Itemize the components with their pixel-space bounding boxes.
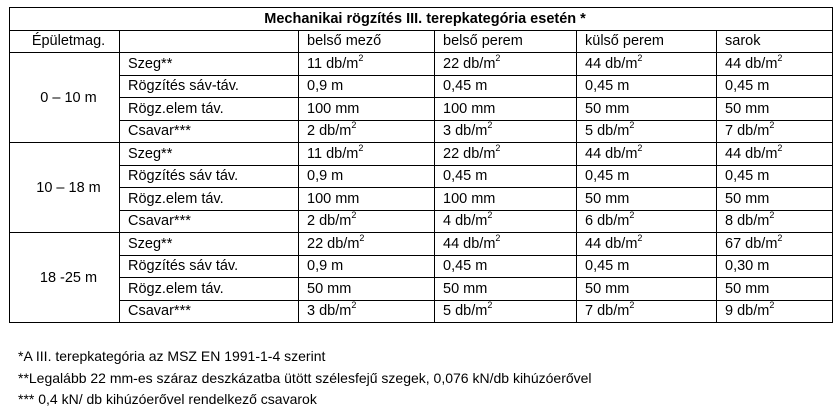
value-cell	[299, 75, 435, 98]
value-cell	[299, 255, 435, 278]
parameter-label: Csavar***	[120, 210, 299, 233]
table-row	[10, 53, 833, 76]
footnotes	[18, 346, 592, 411]
unit-exponent: 2	[495, 52, 501, 63]
value-cell	[717, 98, 833, 121]
value-cell	[717, 210, 833, 233]
value-cell	[435, 300, 577, 323]
unit-exponent: 2	[487, 120, 493, 131]
value-text: 7 db/m	[725, 123, 770, 140]
value-text: 50 mm	[585, 190, 630, 207]
unit-exponent: 2	[777, 52, 783, 63]
value-text: 0,45 m	[725, 168, 770, 185]
value-cell	[577, 143, 717, 166]
value-text: 100 mm	[443, 100, 496, 117]
value-text: 22 db/m	[443, 55, 496, 72]
parameter-label: Rögz.elem táv.	[120, 278, 299, 301]
value-text: 44 db/m	[585, 145, 638, 162]
value-text: 0,45 m	[585, 168, 630, 185]
unit-exponent: 2	[358, 52, 364, 63]
value-cell	[435, 75, 577, 98]
parameter-label: Csavar***	[120, 300, 299, 323]
unit-exponent: 2	[495, 232, 501, 243]
value-cell	[299, 188, 435, 211]
value-text: 100 mm	[307, 100, 360, 117]
table-row	[10, 98, 833, 121]
title-row	[10, 8, 833, 31]
table-row	[10, 165, 833, 188]
height-range-cell: 18 -25 m	[10, 233, 120, 323]
value-text: 5 db/m	[443, 303, 488, 320]
value-cell	[435, 188, 577, 211]
value-text: 67 db/m	[725, 235, 778, 252]
value-text: 0,30 m	[725, 258, 770, 275]
value-cell	[717, 188, 833, 211]
parameter-label: Szeg**	[120, 233, 299, 256]
value-text: 44 db/m	[443, 235, 496, 252]
parameter-label: Rögzítés sáv táv.	[120, 255, 299, 278]
table-row	[10, 210, 833, 233]
unit-exponent: 2	[637, 142, 643, 153]
unit-exponent: 2	[351, 300, 357, 311]
header-inner-edge: belső perem	[435, 30, 577, 53]
value-cell	[435, 165, 577, 188]
value-text: 50 mm	[307, 280, 352, 297]
unit-exponent: 2	[351, 120, 357, 131]
table-row	[10, 233, 833, 256]
table-title: Mechanikai rögzítés III. terepkategória esetén *	[10, 8, 833, 31]
unit-exponent: 2	[637, 52, 643, 63]
value-text: 0,45 m	[725, 78, 770, 95]
unit-exponent: 2	[358, 142, 364, 153]
unit-exponent: 2	[637, 232, 643, 243]
unit-exponent: 2	[495, 142, 501, 153]
value-cell	[435, 143, 577, 166]
parameter-label: Csavar***	[120, 120, 299, 143]
footnote-3: *** 0,4 kN/ db kihúzóerővel rendelkező csavarok	[18, 391, 317, 407]
value-text: 44 db/m	[585, 235, 638, 252]
unit-exponent: 2	[769, 210, 775, 221]
value-text: 50 mm	[585, 100, 630, 117]
value-text: 100 mm	[443, 190, 496, 207]
header-row	[10, 30, 833, 53]
value-cell	[717, 120, 833, 143]
value-text: 0,45 m	[443, 168, 488, 185]
parameter-label: Szeg**	[120, 143, 299, 166]
value-cell	[577, 188, 717, 211]
value-cell	[299, 210, 435, 233]
height-range-cell: 10 – 18 m	[10, 143, 120, 233]
value-text: 0,45 m	[443, 258, 488, 275]
unit-exponent: 2	[351, 210, 357, 221]
value-cell	[577, 210, 717, 233]
value-text: 100 mm	[307, 190, 360, 207]
value-cell	[717, 143, 833, 166]
value-text: 44 db/m	[725, 145, 778, 162]
unit-exponent: 2	[769, 120, 775, 131]
table-row	[10, 75, 833, 98]
value-cell	[717, 53, 833, 76]
value-cell	[577, 165, 717, 188]
value-text: 0,45 m	[585, 258, 630, 275]
header-inner-field: belső mező	[299, 30, 435, 53]
value-cell	[299, 53, 435, 76]
value-text: 50 mm	[725, 100, 770, 117]
header-building-height: Épületmag.	[10, 30, 120, 53]
unit-exponent: 2	[359, 232, 365, 243]
value-cell	[717, 300, 833, 323]
value-cell	[717, 255, 833, 278]
value-text: 0,9 m	[307, 78, 344, 95]
value-text: 11 db/m	[307, 55, 359, 72]
value-cell	[299, 165, 435, 188]
value-cell	[299, 98, 435, 121]
header-outer-edge: külső perem	[577, 30, 717, 53]
table-row	[10, 255, 833, 278]
value-cell	[435, 233, 577, 256]
header-corner: sarok	[717, 30, 833, 53]
unit-exponent: 2	[777, 232, 783, 243]
value-text: 50 mm	[725, 190, 770, 207]
value-cell	[435, 98, 577, 121]
value-text: 6 db/m	[585, 213, 630, 230]
value-text: 22 db/m	[443, 145, 496, 162]
table-row	[10, 278, 833, 301]
table-row	[10, 143, 833, 166]
value-text: 9 db/m	[725, 303, 770, 320]
value-text: 50 mm	[443, 280, 488, 297]
value-text: 11 db/m	[307, 145, 359, 162]
unit-exponent: 2	[629, 120, 635, 131]
value-text: 0,45 m	[443, 78, 488, 95]
unit-exponent: 2	[777, 142, 783, 153]
parameter-label: Szeg**	[120, 53, 299, 76]
value-text: 50 mm	[585, 280, 630, 297]
value-cell	[435, 53, 577, 76]
value-cell	[299, 300, 435, 323]
value-text: 2 db/m	[307, 213, 352, 230]
unit-exponent: 2	[629, 300, 635, 311]
value-cell	[577, 120, 717, 143]
unit-exponent: 2	[487, 300, 493, 311]
value-text: 0,9 m	[307, 258, 344, 275]
value-cell	[299, 278, 435, 301]
value-cell	[717, 278, 833, 301]
unit-exponent: 2	[629, 210, 635, 221]
footnote-1: *A III. terepkategória az MSZ EN 1991-1-4 szerint	[18, 348, 326, 364]
value-cell	[435, 120, 577, 143]
value-text: 0,9 m	[307, 168, 344, 185]
value-text: 3 db/m	[443, 123, 488, 140]
parameter-label: Rögzítés sáv-táv.	[120, 75, 299, 98]
footnote-2: **Legalább 22 mm-es száraz deszkázatba ütött szélesfejű szegek, 0,076 kN/db kihúzóerővel	[18, 369, 592, 386]
value-cell	[717, 75, 833, 98]
value-text: 4 db/m	[443, 213, 488, 230]
value-cell	[577, 53, 717, 76]
value-cell	[435, 210, 577, 233]
value-cell	[577, 255, 717, 278]
table-row	[10, 120, 833, 143]
value-cell	[299, 143, 435, 166]
value-cell	[717, 165, 833, 188]
value-cell	[717, 233, 833, 256]
value-cell	[435, 255, 577, 278]
value-cell	[577, 98, 717, 121]
value-text: 44 db/m	[585, 55, 638, 72]
value-text: 5 db/m	[585, 123, 630, 140]
header-parameter	[120, 30, 299, 53]
value-text: 8 db/m	[725, 213, 770, 230]
value-cell	[577, 278, 717, 301]
value-cell	[577, 75, 717, 98]
value-text: 50 mm	[725, 280, 770, 297]
parameter-label: Rögzítés sáv táv.	[120, 165, 299, 188]
table-row	[10, 188, 833, 211]
value-cell	[577, 233, 717, 256]
fastening-table	[9, 7, 833, 323]
unit-exponent: 2	[487, 210, 493, 221]
table-row	[10, 300, 833, 323]
value-text: 44 db/m	[725, 55, 778, 72]
value-cell	[435, 278, 577, 301]
value-text: 3 db/m	[307, 303, 352, 320]
height-range-cell: 0 – 10 m	[10, 53, 120, 143]
value-text: 7 db/m	[585, 303, 630, 320]
parameter-label: Rögz.elem táv.	[120, 188, 299, 211]
value-cell	[577, 300, 717, 323]
value-cell	[299, 120, 435, 143]
value-text: 0,45 m	[585, 78, 630, 95]
parameter-label: Rögz.elem táv.	[120, 98, 299, 121]
value-text: 22 db/m	[307, 235, 360, 252]
value-text: 2 db/m	[307, 123, 352, 140]
value-cell	[299, 233, 435, 256]
unit-exponent: 2	[769, 300, 775, 311]
